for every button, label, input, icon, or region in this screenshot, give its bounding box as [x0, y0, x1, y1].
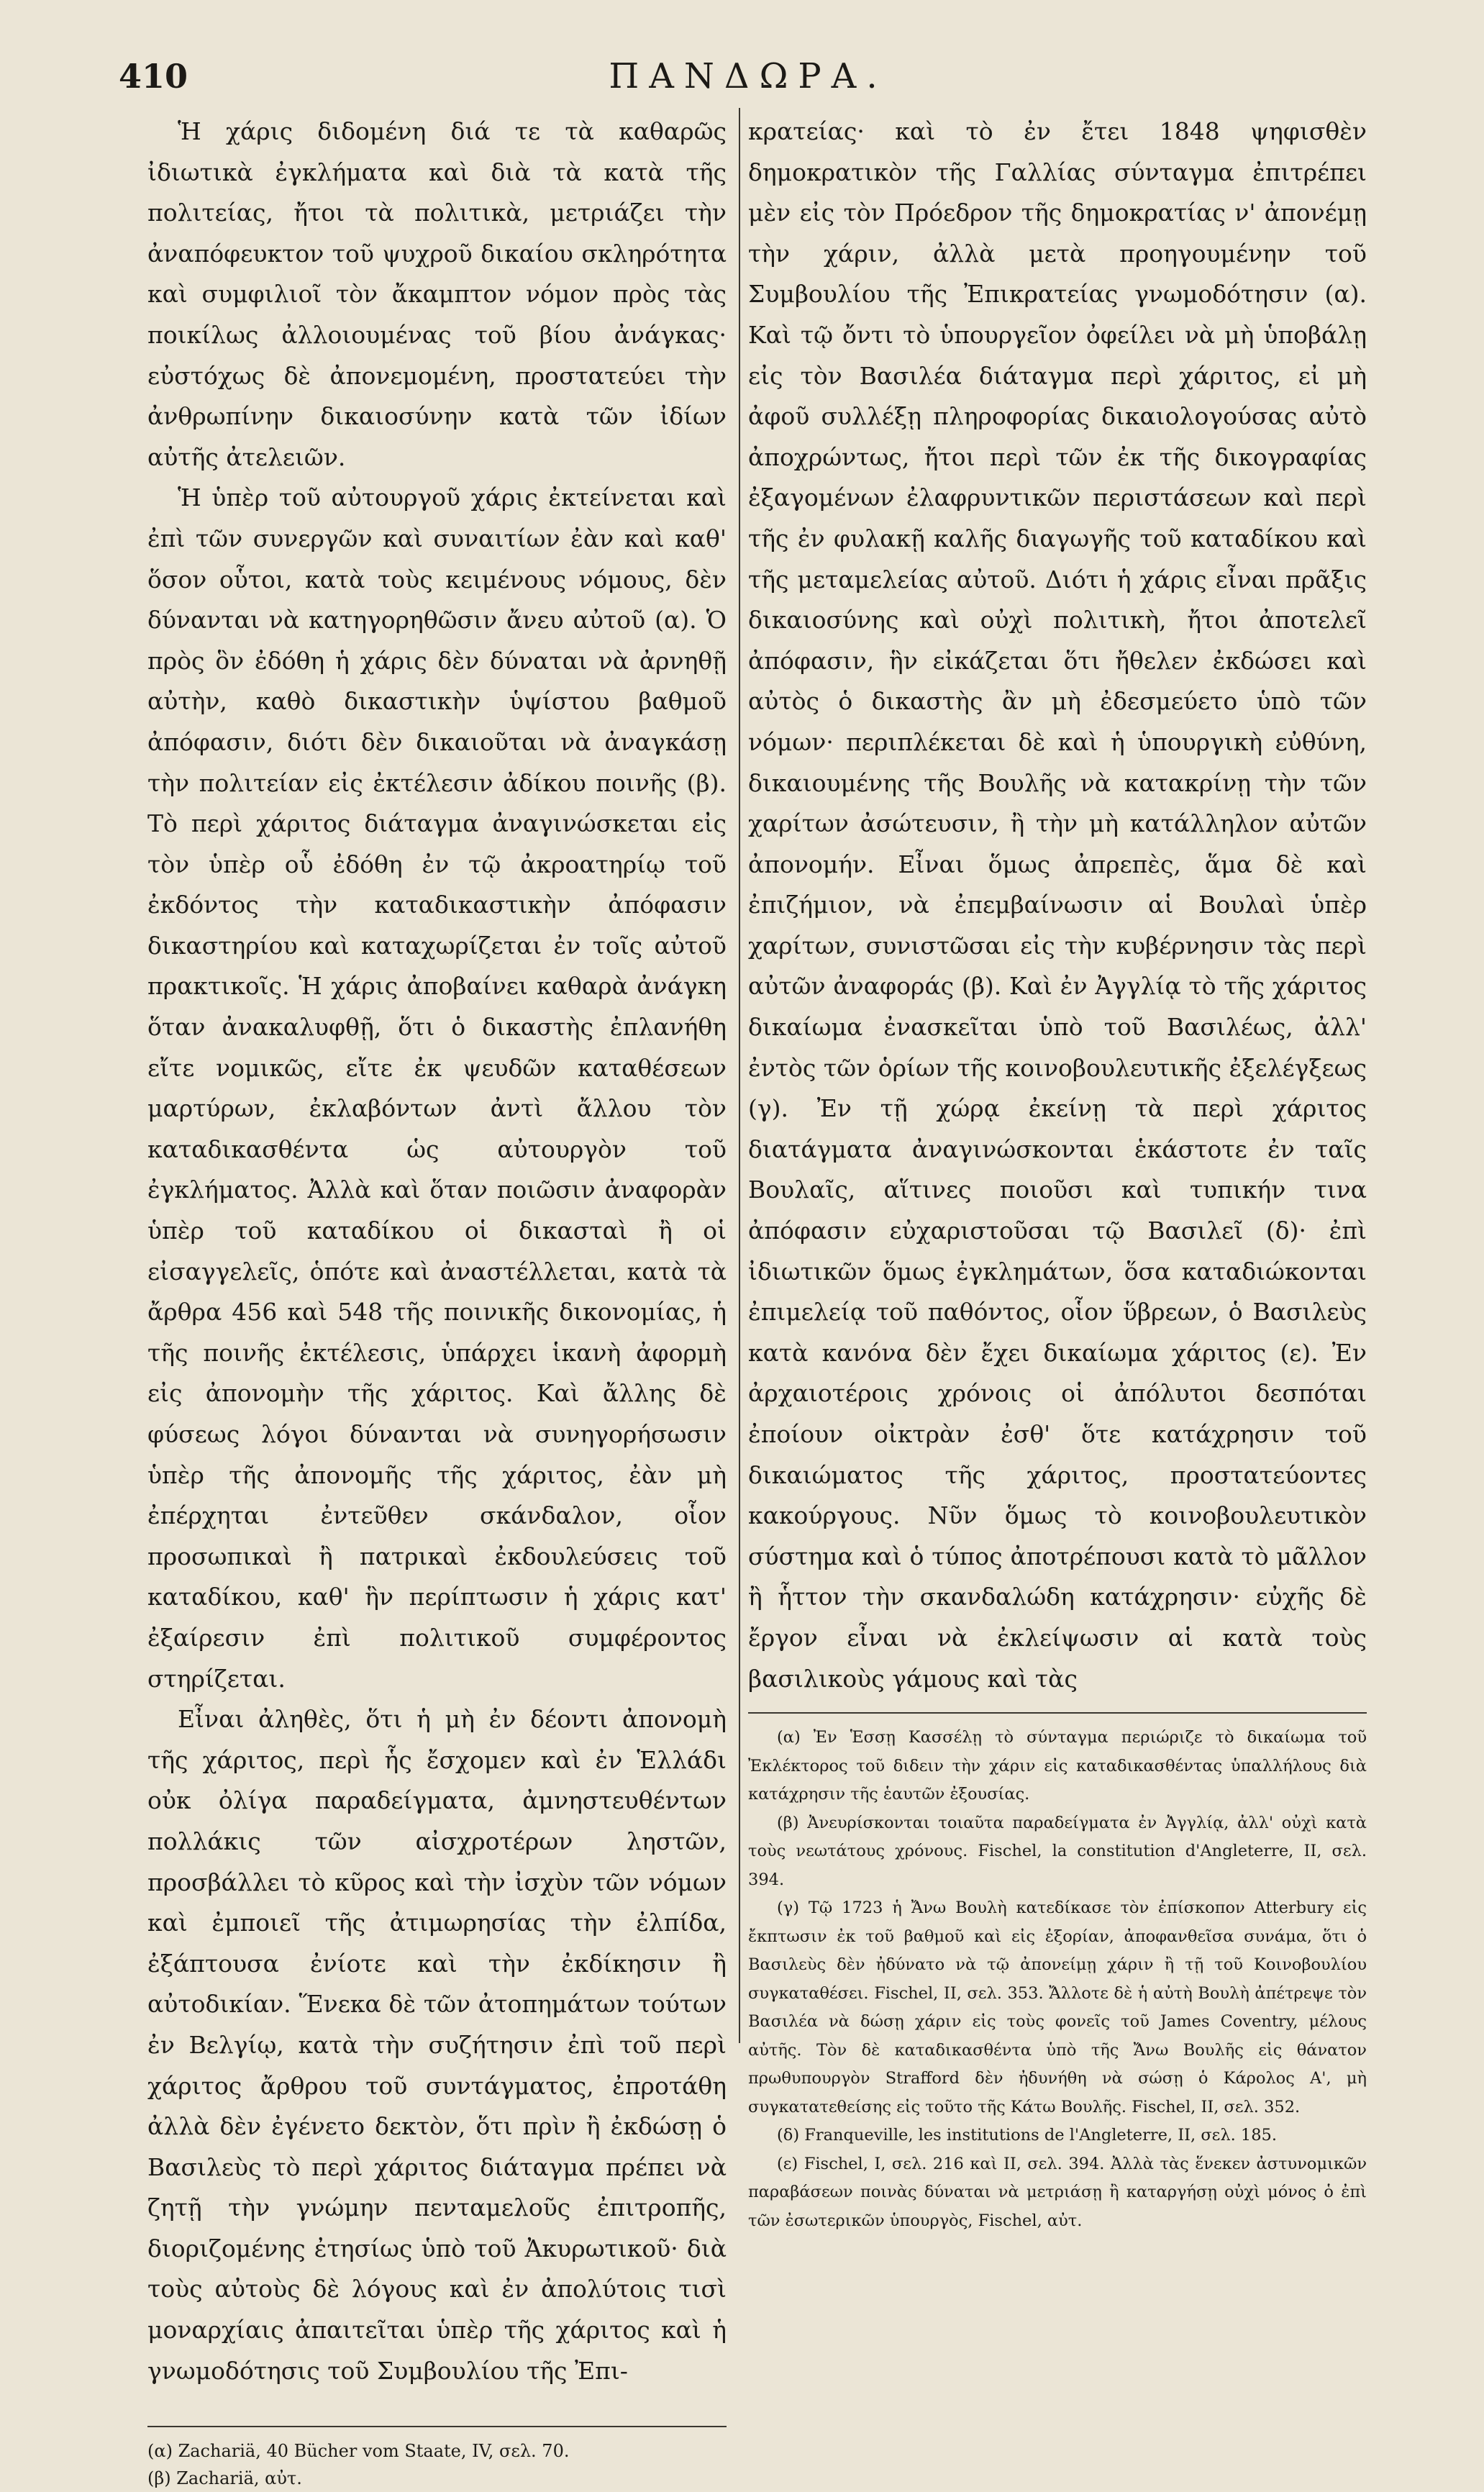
right-footnote-c: (γ) Τῷ 1723 ἡ Ἄνω Βουλὴ κατεδίκασε τὸν ἐπίσκοπον Atterbury εἰς ἔκπτωσιν ἐκ τοῦ βαθμοῦ καὶ εἰς ἐξορίαν, ἀποφανθεῖσα συνάμα, ὅτι ὁ Βασιλεὺς δὲν ἠδύνατο νὰ τῷ ἀπονείμῃ χάριν ἢ τῇ τοῦ Κοινοβουλίου συγκαταθέσει. Fischel, II, σελ. 353. Ἄλλοτε δὲ ἡ αὐτὴ Βουλὴ ἀπέτρεψε τὸν Βασιλέα νὰ δώσῃ χάριν εἰς τοὺς φονεῖς τοῦ James Coventry, μέλους αὐτῆς. Τὸν δὲ καταδικασθέντα ὑπὸ τῆς Ἄνω Βουλῆς εἰς θάνατον πρωθυπουργὸν Strafford δὲν ἠδυνήθη νὰ σώσῃ ὁ Κάρολος Α', μὴ συγκατατεθείσης εἰς τοῦτο τῆς Κάτω Βουλῆς. Fischel, II, σελ. 352. — [748, 1898, 1367, 2116]
right-footnote-b: (β) Ἀνευρίσκονται τοιαῦτα παραδείγματα ἐν Ἀγγλίᾳ, ἀλλ' οὐχὶ κατὰ τοὺς νεωτάτους χρόνους. Fischel, la constitution d'Angleterre, II, σελ. 394. — [748, 1813, 1367, 1889]
page-number: 410 — [119, 57, 188, 96]
left-column-body — [147, 112, 727, 2391]
right-footnote-d: (δ) Franqueville, les institutions de l'Angleterre, II, σελ. 185. — [777, 2126, 1277, 2145]
left-paragraph-2: Ἡ ὑπὲρ τοῦ αὐτουργοῦ χάρις ἐκτείνεται καὶ ἐπὶ τῶν συνεργῶν καὶ συναιτίων ἐὰν καὶ καθ' ὅσον οὗτοι, κατὰ τοὺς κειμένους νόμους, δὲν δύνανται νὰ κατηγορηθῶσιν ἄνευ αὐτοῦ (α). Ὁ πρὸς ὃν ἐδόθη ἡ χάρις δὲν δύναται νὰ ἀρνηθῇ αὐτὴν, καθὸ δικαστικὴν ὑψίστου βαθμοῦ ἀπόφασιν, διότι δὲν δικαιοῦται νὰ ἀναγκάσῃ τὴν πολιτείαν εἰς ἐκτέλεσιν ἀδίκου ποινῆς (β). Τὸ περὶ χάριτος διάταγμα ἀναγινώσκεται εἰς τὸν ὑπὲρ οὗ ἐδόθη ἐν τῷ ἀκροατηρίῳ τοῦ ἐκδόντος τὴν καταδικαστικὴν ἀπόφασιν δικαστηρίου καὶ καταχωρίζεται ἐν τοῖς αὐτοῦ πρακτικοῖς. Ἡ χάρις ἀποβαίνει καθαρὰ ἀνάγκη ὅταν ἀνακαλυφθῇ, ὅτι ὁ δικαστὴς ἐπλανήθη εἴτε νομικῶς, εἴτε ἐκ ψευδῶν καταθέσεων μαρτύρων, ἐκλαβόντων ἀντὶ ἄλλου τὸν καταδικασθέντα ὡς αὐτουργὸν τοῦ ἐγκλήματος. Ἀλλὰ καὶ ὅταν ποιῶσιν ἀναφορὰν ὑπὲρ τοῦ καταδίκου οἱ δικασταὶ ἢ οἱ εἰσαγγελεῖς, ὁπότε καὶ ἀναστέλλεται, κατὰ τὰ ἄρθρα 456 καὶ 548 τῆς ποινικῆς δικονομίας, ἡ τῆς ποινῆς ἐκτέλεσις, ὑπάρχει ἱκανὴ ἀφορμὴ εἰς ἀπονομὴν τῆς χάριτος. Καὶ ἄλλης δὲ φύσεως λόγοι δύνανται νὰ συνηγορήσωσιν ὑπὲρ τῆς ἀπονομῆς τῆς χάριτος, ἐὰν μὴ ἐπέρχηται ἐντεῦθεν σκάνδαλον, οἷον προσωπικαὶ ἢ πατρικαὶ ἐκδουλεύσεις τοῦ καταδίκου, καθ' ἣν περίπτωσιν ἡ χάρις κατ' ἐξαίρεσιν ἐπὶ πολιτικοῦ συμφέροντος στηρίζεται. — [147, 483, 727, 1693]
left-footnote-a: (α) Zachariä, 40 Bücher vom Staate, IV, σελ. 70. — [147, 2441, 570, 2462]
right-footnote-e: (ε) Fischel, I, σελ. 216 καὶ II, σελ. 394. Ἀλλὰ τὰς ἕνεκεν ἀστυνομικῶν παραβάσεων ποινὰς δύναται νὰ μετριάσῃ ἢ καταργήσῃ οὐχὶ μόνος ὁ ἐπὶ τῶν ἐσωτερικῶν ὑπουργὸς, Fischel, αὐτ. — [748, 2154, 1367, 2230]
right-footnote-a: (α) Ἐν Ἑσσῃ Κασσέλῃ τὸ σύνταγμα περιώριζε τὸ δικαίωμα τοῦ Ἐκλέκτορος τοῦ διδειν τὴν χάριν εἰς καταδικασθέντας ὑπαλλήλους διὰ κατάχρησιν τῆς ἑαυτῶν ἐξουσίας. — [748, 1728, 1367, 1804]
left-paragraph-3: Εἶναι ἀληθὲς, ὅτι ἡ μὴ ἐν δέοντι ἀπονομὴ τῆς χάριτος, περὶ ἧς ἔσχομεν καὶ ἐν Ἑλλάδι οὐκ ὀλίγα παραδείγματα, ἀμνηστευθέντων πολλάκις τῶν αἰσχροτέρων ληστῶν, προσβάλλει τὸ κῦρος καὶ τὴν ἰσχὺν τῶν νόμων καὶ ἐμποιεῖ τῆς ἀτιμωρησίας τὴν ἐλπίδα, ἐξάπτουσα ἐνίοτε καὶ τὴν ἐκδίκησιν ἢ αὐτοδικίαν. Ἕνεκα δὲ τῶν ἀτοπημάτων τούτων ἐν Βελγίῳ, κατὰ τὴν συζήτησιν ἐπὶ τοῦ περὶ χάριτος ἄρθρου τοῦ συντάγματος, ἐπροτάθη ἀλλὰ δὲν ἐγένετο δεκτὸν, ὅτι πρὶν ἢ ἐκδώσῃ ὁ Βασιλεὺς τὸ περὶ χάριτος διάταγμα πρέπει νὰ ζητῇ τὴν γνώμην πενταμελοῦς ἐπιτροπῆς, διοριζομένης ἐτησίως ὑπὸ τοῦ Ἀκυρωτικοῦ· διὰ τοὺς αὐτοὺς δὲ λόγους καὶ ἐν ἀπολύτοις τισὶ μοναρχίαις ἀπαιτεῖται ὑπὲρ τῆς χάριτος καὶ ἡ γνωμοδότησις τοῦ Συμβουλίου τῆς Ἐπι- — [147, 1705, 727, 2385]
left-footnote-b: (β) Zachariä, αὐτ. — [147, 2468, 302, 2489]
footnote-divider — [147, 2426, 727, 2427]
column-divider — [739, 108, 740, 2043]
left-footnotes — [147, 2437, 727, 2492]
right-paragraph-1: κρατείας· καὶ τὸ ἐν ἔτει 1848 ψηφισθὲν δημοκρατικὸν τῆς Γαλλίας σύνταγμα ἐπιτρέπει μὲν εἰς τὸν Πρόεδρον τῆς δημοκρατίας ν' ἀπονέμῃ τὴν χάριν, ἀλλὰ μετὰ προηγουμένην τοῦ Συμβουλίου τῆς Ἐπικρατείας γνωμοδότησιν (α). Καὶ τῷ ὄντι τὸ ὑπουργεῖον ὀφείλει νὰ μὴ ὑποβάλῃ εἰς τὸν Βασιλέα διάταγμα περὶ χάριτος, εἰ μὴ ἀφοῦ συλλέξῃ πληροφορίας δικαιολογούσας αὐτὸ ἀποχρώντως, ἤτοι περὶ τῶν ἐκ τῆς δικογραφίας ἐξαγομένων ἐλαφρυντικῶν περιστάσεων καὶ περὶ τῆς ἐν φυλακῇ καλῆς διαγωγῆς τοῦ καταδίκου καὶ τῆς μεταμελείας αὐτοῦ. Διότι ἡ χάρις εἶναι πρᾶξις δικαιοσύνης καὶ οὐχὶ πολιτικὴ, ἤτοι ἀποτελεῖ ἀπόφασιν, ἣν εἰκάζεται ὅτι ἤθελεν ἐκδώσει καὶ αὐτὸς ὁ δικαστὴς ἂν μὴ ἐδεσμεύετο ὑπὸ τῶν νόμων· περιπλέκεται δὲ καὶ ἡ ὑπουργικὴ εὐθύνη, δικαιουμένης τῆς Βουλῆς νὰ κατακρίνῃ τὴν τῶν χαρίτων ἀσώτευσιν, ἢ τὴν μὴ κατάλληλον αὐτῶν ἀπονομήν. Εἶναι ὅμως ἀπρεπὲς, ἅμα δὲ καὶ ἐπιζήμιον, νὰ ἐπεμβαίνωσιν αἱ Βουλαὶ ὑπὲρ χαρίτων, συνιστῶσαι εἰς τὴν κυβέρνησιν τὰς περὶ αὐτῶν ἀναφοράς (β). Καὶ ἐν Ἀγγλίᾳ τὸ τῆς χάριτος δικαίωμα ἐνασκεῖται ὑπὸ τοῦ Βασιλέως, ἀλλ' ἐντὸς τῶν ὁρίων τῆς κοινοβουλευτικῆς ἐξελέγξεως (γ). Ἐν τῇ χώρᾳ ἐκείνῃ τὰ περὶ χάριτος διατάγματα ἀναγινώσκονται ἑκάστοτε ἐν ταῖς Βουλαῖς, αἵτινες ποιοῦσι καὶ τυπικήν τινα ἀπόφασιν εὐχαριστοῦσαι τῷ Βασιλεῖ (δ)· ἐπὶ ἰδιωτικῶν ὅμως ἐγκλημάτων, ὅσα καταδιώκονται ἐπιμελείᾳ τοῦ παθόντος, οἷον ὕβρεων, ὁ Βασιλεὺς κατὰ κανόνα δὲν ἔχει δικαίωμα χάριτος (ε). Ἐν ἀρχαιοτέροις χρόνοις οἱ ἀπόλυτοι δεσπόται ἐποίουν οἰκτρὰν ἐσθ' ὅτε κατάχρησιν τοῦ δικαιώματος τῆς χάριτος, προστατεύοντες κακούργους. Νῦν ὅμως τὸ κοινοβουλευτικὸν σύστημα καὶ ὁ τύπος ἀποτρέπουσι κατὰ τὸ μᾶλλον ἢ ἧττον τὴν σκανδαλώδη κατάχρησιν· εὐχῆς δὲ ἔργον εἶναι νὰ ἐκλείψωσιν αἱ κατὰ τοὺς βασιλικοὺς γάμους καὶ τὰς — [748, 117, 1367, 1693]
running-title: ΠΑΝΔΩΡΑ. — [609, 56, 888, 96]
right-footnotes — [748, 1724, 1367, 2235]
left-paragraph-1: Ἡ χάρις διδομένη διά τε τὰ καθαρῶς ἰδιωτικὰ ἐγκλήματα καὶ διὰ τὰ κατὰ τῆς πολιτείας, ἤτοι τὰ πολιτικὰ, μετριάζει τὴν ἀναπόφευκτον τοῦ ψυχροῦ δικαίου σκληρότητα καὶ συμφιλιοῖ τὸν ἄκαμπτον νόμον πρὸς τὰς ποικίλως ἀλλοιουμένας τοῦ βίου ἀνάγκας· εὐστόχως δὲ ἀπονεμομένη, προστατεύει τὴν ἀνθρωπίνην δικαιοσύνην κατὰ τῶν ἰδίων αὐτῆς ἀτελειῶν. — [147, 117, 727, 471]
page-header — [119, 56, 1378, 99]
right-column — [748, 112, 1367, 2235]
right-column-body — [748, 112, 1367, 1699]
left-column — [147, 112, 727, 2492]
footnote-divider — [748, 1712, 1367, 1714]
